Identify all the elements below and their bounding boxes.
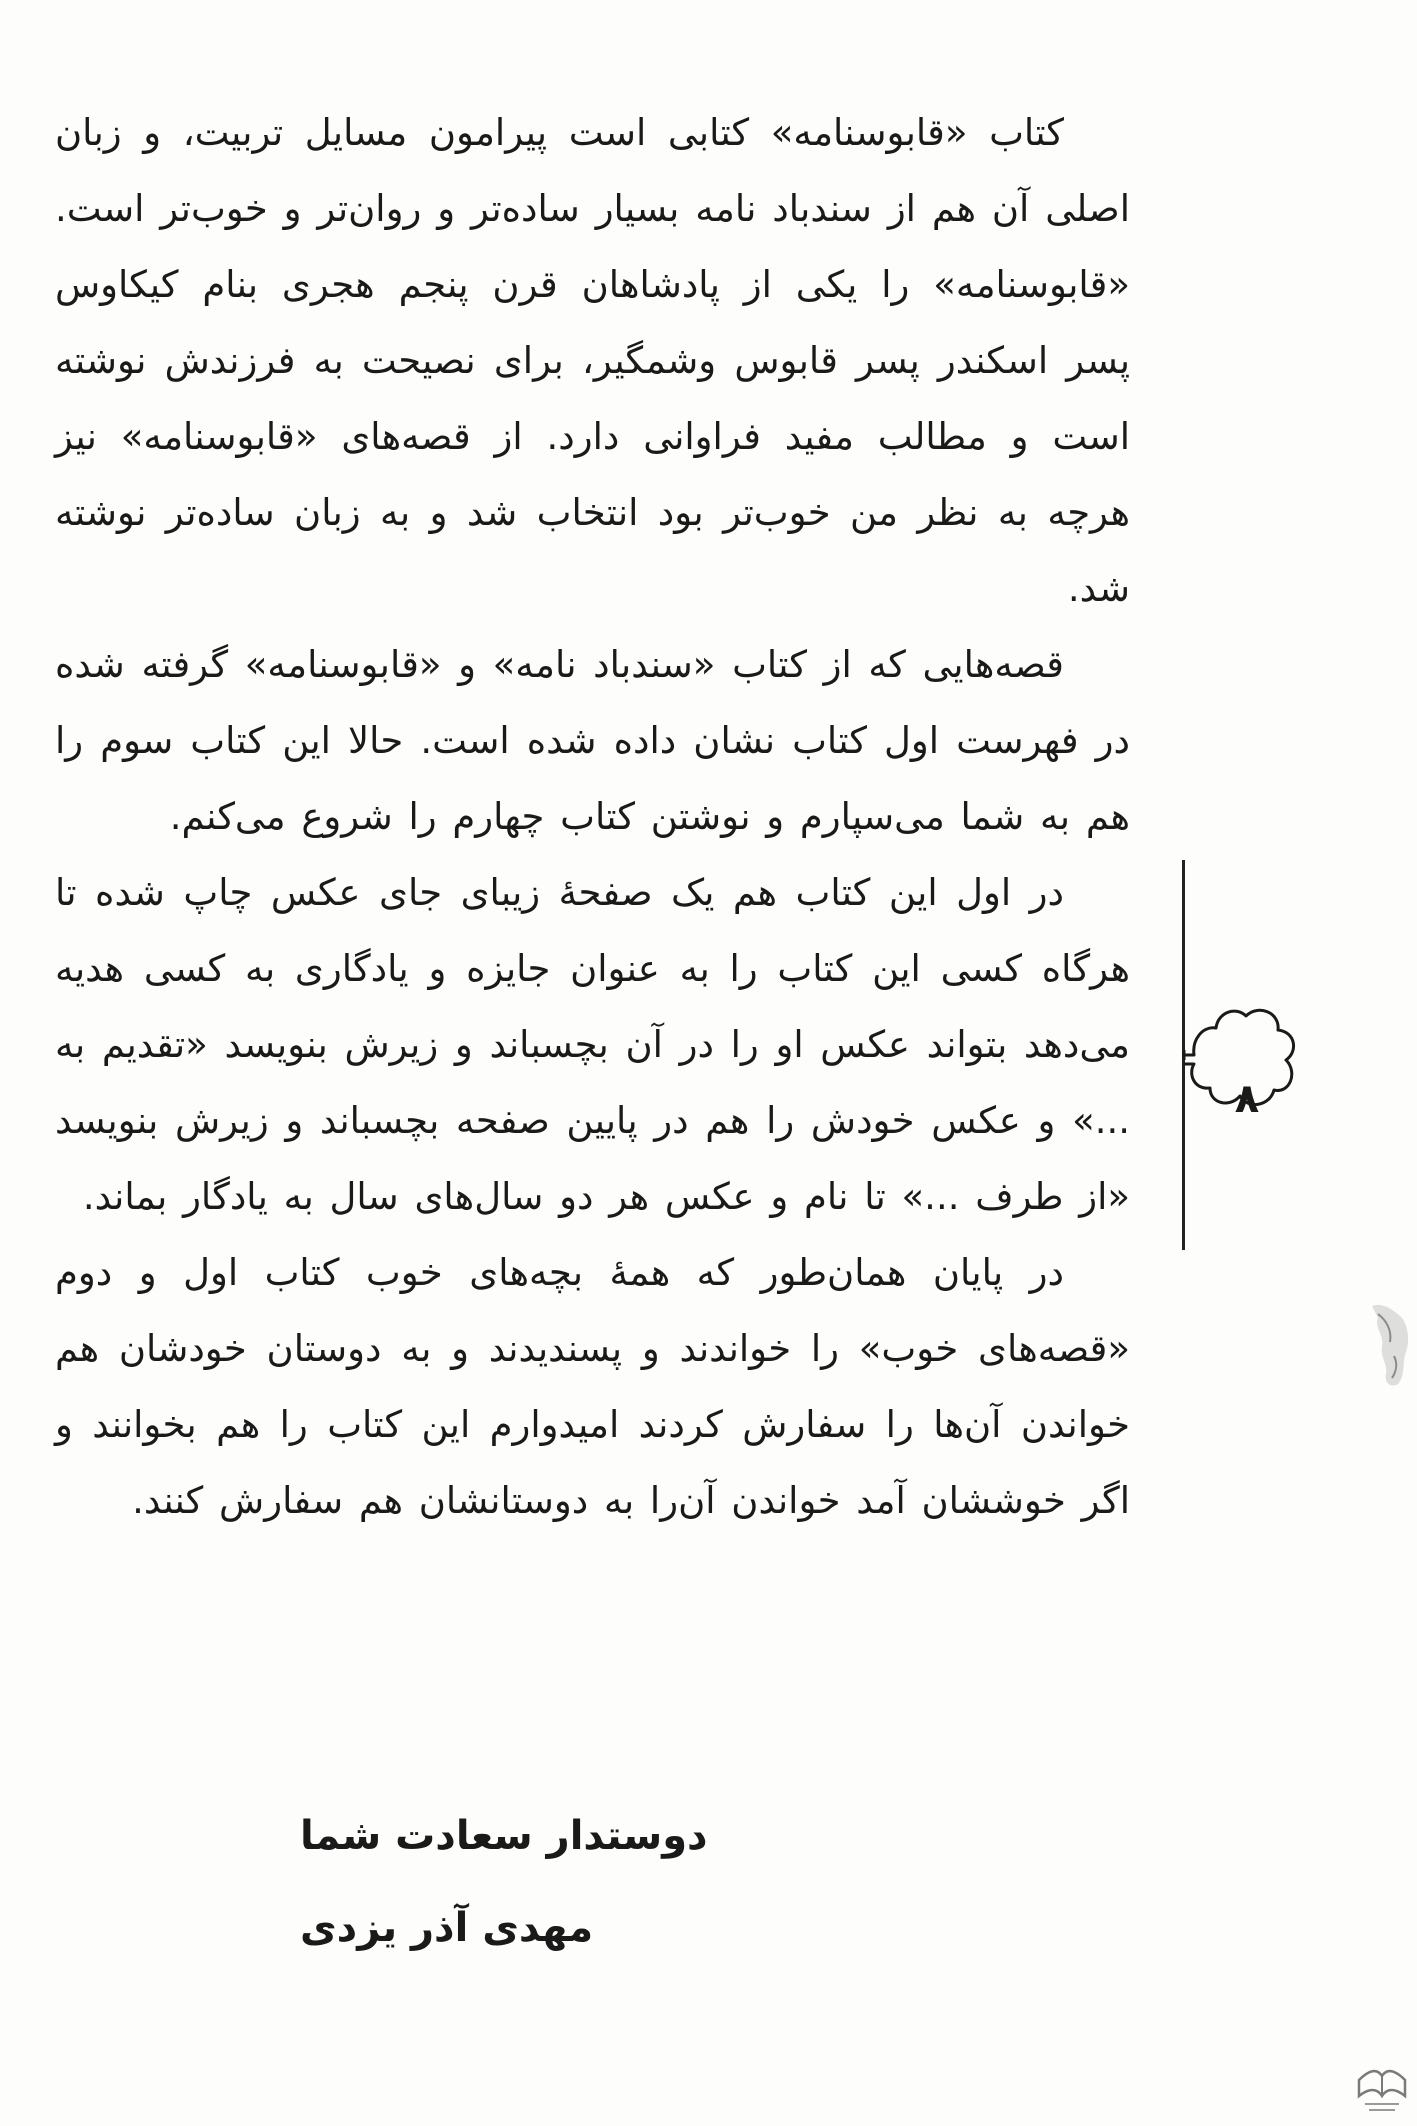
signature-closing: دوستدار سعادت شما [300, 1813, 708, 1859]
paragraph-2: قصه‌هایی که از کتاب «سندباد نامه» و «قابوسنامه» گرفته شده در فهرست اول کتاب نشان داده شده است. حالا این کتاب سوم را هم به شما می‌سپارم و نوشتن کتاب چهارم را شروع می‌کنم. [55, 643, 1130, 838]
paragraph-4: در پایان همان‌طور که همهٔ بچه‌های خوب کتاب اول و دوم «قصه‌های خوب» را خواندند و پسندیدند و به دوستان خودشان هم خواندن آن‌ها را سفارش کردند امیدوارم این کتاب را هم بخوانند و اگر خوششان آمد خواندن آن‌را به دوستانشان هم سفارش کنند. [55, 1251, 1130, 1522]
page-number-marker [1182, 860, 1302, 1250]
paragraph-3: در اول این کتاب هم یک صفحهٔ زیبای جای عکس چاپ شده تا هرگاه کسی این کتاب را به عنوان جایزه و یادگاری به کسی هدیه می‌دهد بتواند عکس او را در آن بچسباند و زیرش بنویسد «تقدیم به ...» و عکس خودش را هم در پایین صفحه بچسباند و زیرش بنویسد «از طرف ...» تا نام و عکس هر دو سال‌های سال به یادگار بماند. [55, 871, 1130, 1218]
signature-block [300, 1790, 800, 1974]
body-text [55, 95, 1130, 1539]
paragraph-1: کتاب «قابوسنامه» کتابی است پیرامون مسایل تربیت، و زبان اصلی آن هم از سندباد نامه بسیار ساده‌تر و روان‌تر و خوب‌تر است. «قابوسنامه» را یکی از پادشاهان قرن پنجم هجری بنام کیکاوس پسر اسکندر پسر قابوس وشمگیر، برای نصیحت به فرزندش نوشته است و مطالب مفید فراوانی دارد. از قصه‌های «قابوسنامه» نیز هرچه به نظر من خوب‌تر بود انتخاب شد و به زبان ساده‌تر نوشته شد. [55, 111, 1130, 610]
page-edge-smudge [1368, 1300, 1413, 1390]
signature-author: مهدی آذر یزدی [300, 1905, 594, 1951]
publisher-logo-icon [1355, 2050, 1410, 2115]
page-number: ۸ [1234, 1076, 1260, 1122]
